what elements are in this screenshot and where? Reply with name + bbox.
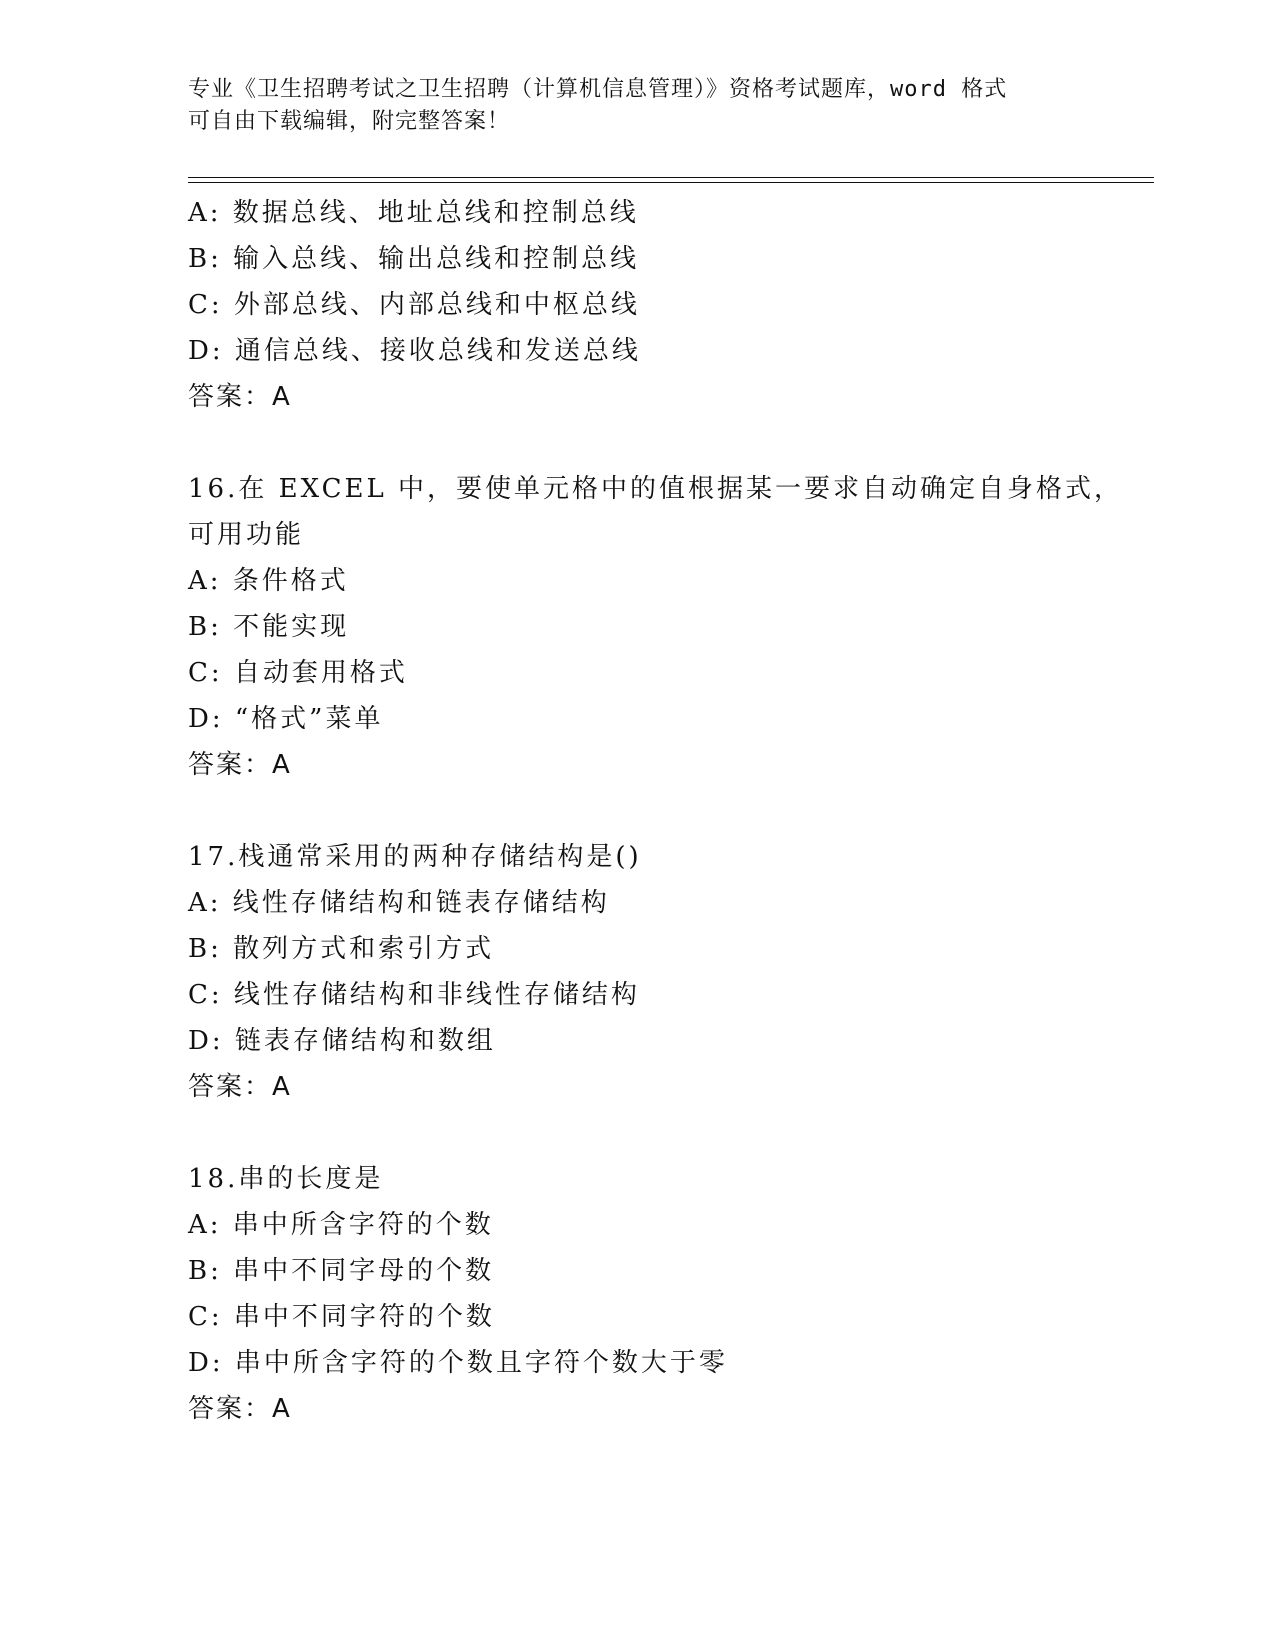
spacer — [188, 1110, 1138, 1156]
header-line-1: 专业《卫生招聘考试之卫生招聘（计算机信息管理）》资格考试题库，word 格式 — [188, 77, 1008, 102]
option-b: B: 输入总线、输出总线和控制总线 — [188, 244, 640, 274]
question-stem: 17.栈通常采用的两种存储结构是() — [188, 842, 642, 872]
option-b: B: 散列方式和索引方式 — [188, 934, 495, 964]
option-b: B: 不能实现 — [188, 612, 350, 642]
option-a: A: 数据总线、地址总线和控制总线 — [188, 198, 639, 228]
option-a: A: 线性存储结构和链表存储结构 — [188, 888, 610, 918]
answer-line: 答案：A — [188, 750, 292, 780]
answer-line: 答案：A — [188, 1072, 292, 1102]
question-18 — [188, 1156, 1138, 1432]
question-stem-continued: 可用功能 — [188, 520, 305, 550]
question-stem: 18.串的长度是 — [188, 1164, 384, 1194]
option-d: D: 通信总线、接收总线和发送总线 — [188, 336, 641, 366]
spacer — [188, 788, 1138, 834]
answer-line: 答案：A — [188, 1394, 292, 1424]
option-c: C: 自动套用格式 — [188, 658, 408, 688]
question-17 — [188, 834, 1138, 1110]
question-stem: 16.在 EXCEL 中，要使单元格中的值根据某一要求自动确定自身格式， — [188, 474, 1124, 504]
option-b: B: 串中不同字母的个数 — [188, 1256, 495, 1286]
option-d: D: 链表存储结构和数组 — [188, 1026, 496, 1056]
option-d: D: 串中所含字符的个数且字符个数大于零 — [188, 1348, 728, 1378]
header-divider-top — [188, 177, 1154, 178]
question-16 — [188, 466, 1138, 788]
spacer — [188, 420, 1138, 466]
question-list — [188, 190, 1138, 1432]
header-divider-bottom — [188, 182, 1154, 183]
header-line-2: 可自由下载编辑，附完整答案！ — [188, 109, 511, 134]
option-d: D: “格式”菜单 — [188, 704, 384, 734]
option-c: C: 外部总线、内部总线和中枢总线 — [188, 290, 640, 320]
option-c: C: 串中不同字符的个数 — [188, 1302, 495, 1332]
option-a: A: 串中所含字符的个数 — [188, 1210, 494, 1240]
document-header — [188, 74, 1088, 138]
option-c: C: 线性存储结构和非线性存储结构 — [188, 980, 640, 1010]
question-15 — [188, 190, 1138, 420]
answer-line: 答案：A — [188, 382, 292, 412]
option-a: A: 条件格式 — [188, 566, 349, 596]
